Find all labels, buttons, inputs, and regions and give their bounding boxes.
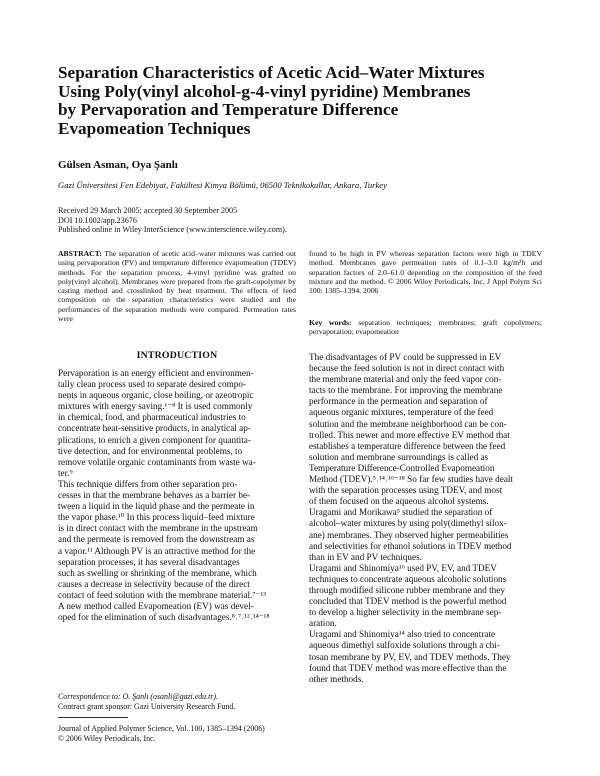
body-text-line: mixtures with energy saving.¹⁻⁸ It is used commonly [58,401,253,412]
body-text-line: than in EV and PV techniques. [309,551,422,562]
body-text-line: establishes a temperature difference between the feed [309,440,506,451]
body-text-line: aqueous organic mixtures, temperature of the feed [309,407,494,418]
article-title [58,64,542,138]
title-line: Using Poly(vinyl alcohol-g-4-vinyl pyridine) Membranes [58,81,471,101]
footnote-rule [58,717,128,718]
body-text-line: and the permeate is removed from the downstream as [58,534,255,545]
keywords-text: separation techniques; membranes; graft copolymers; pervaporation; evapomeation [309,318,543,337]
body-text-line: solution and the membrane neighborhood can be con- [309,418,507,429]
body-text-line: concluded that TDEV method is the powerful method [309,596,507,607]
keywords-label: Key words: [309,318,352,327]
body-text-line: of them focused on the aqueous alcohol systems. [309,496,489,507]
title-line: Evapomeation Techniques [58,118,251,138]
author-affiliation: Gazi Üniversitesi Fen Edebiyat, Fakültesi Kimya Bölümü, 06500 Teknikokullar, Ankara, Turkey [58,180,387,190]
body-left-column [58,368,296,623]
body-text-line: Uragami and Shinomiya¹⁶ used PV, EV, and TDEV [309,562,497,573]
body-text-line: A new method called Evapomeation (EV) was devel- [58,600,254,611]
body-text-line: The disadvantages of PV could be suppressed in EV [309,352,502,362]
footnote-text: Correspondence to: O. Şanlı (osanli@gazi.edu.tr). [58,692,218,701]
abstract-label: ABSTRACT: [58,249,102,258]
published-online: Published online in Wiley InterScience (www.interscience.wiley.com). [58,225,287,234]
body-text-line: alcohol–water mixtures by using poly(dimethyl silox- [309,518,507,529]
body-text-line: tacts to the membrane. For improving the membrane [309,385,503,396]
body-text-line: Pervaporation is an energy efficient and environmen- [58,368,254,378]
body-text-line: in chemical, food, and pharmaceutical industries to [58,412,246,423]
body-text-line: solution and membrane surroundings is called as [309,451,489,462]
article-page [58,0,542,776]
body-text-line: the membrane material and only the feed vapor con- [309,374,502,385]
footnotes [58,692,235,711]
body-text-line: trolled. This newer and more effective EV method that [309,429,510,440]
body-text-line: cesses in that the membrane behaves as a barrier be- [58,490,251,501]
body-text-line: is in direct contact with the membrane in the upstream [58,523,258,534]
body-text-line: other methods. [309,673,364,684]
body-text-line: tosan membrane by PV, EV, and TDEV methods. They [309,651,511,662]
author-list: Gülsen Asman, Oya Şanlı [58,159,178,171]
body-text-line: remove volatile organic contaminants from waste wa- [58,456,256,467]
body-text-line: nents in aqueous organic, close boiling, or azeotropic [58,390,254,401]
body-text-line: performance in the permeation and separation of [309,396,488,407]
copyright-line: © 2006 Wiley Periodicals, Inc. [58,733,156,743]
body-text-line: Temperature Difference-Controlled Evapomeation [309,462,495,473]
abstract-text-part1: The separation of acetic acid–water mixtures was carried out using pervaporation (PV) and temperature difference evapomeation (TDEV) methods. For the separation process, 4-vinyl pyridine was grafted on poly(vinyl alcohol). Membranes were prepared from the graft-copolymer by casting method and crosslinked by heat treatment. The effects of feed composition on the separation characteristics were studied and the performances of the separation methods were compared. Permeation rates were [58,249,296,324]
received-date: Received 29 March 2005; accepted 30 September 2005 [58,206,238,215]
correspondence-footnote [58,692,235,702]
body-text-line: aration. [309,618,337,629]
title-line: by Pervaporation and Temperature Difference [58,100,399,120]
journal-line: Journal of Applied Polymer Science, Vol. 100, 1385–1394 (2006) [58,724,265,733]
abstract-left-column [58,249,296,323]
body-text-line: Uragami and Shinomiya¹⁴ also tried to concentrate [309,629,496,640]
body-text-line: tween a liquid in the liquid phase and the permeate in [58,501,255,512]
body-text-line: ter.⁹ [58,467,73,478]
body-text-line: tally clean process used to separate desired compo- [58,379,247,390]
doi: DOI 10.1002/app.23676 [58,215,137,225]
body-text-line: found that TDEV method was more effective than the [309,662,507,673]
body-text-line: because the feed solution is not in direct contact with [309,363,505,374]
title-line: Separation Characteristics of Acetic Acid–Water Mixtures [58,63,485,82]
body-text-line: causes a decrease in selectivity because of the direct [58,578,250,589]
body-text-line: tive detection, and for environmental problems, to [58,445,243,456]
body-text-line: aqueous dimethyl sulfoxide solutions through a chi- [309,640,500,651]
body-text-line: such as swelling or shrinking of the membrane, which [58,567,257,578]
section-heading-introduction: INTRODUCTION [136,350,218,361]
body-text-line: the vapor phase.¹⁰ In this process liquid–feed mixture [58,512,255,523]
keywords-block [309,318,542,337]
abstract-text-part2: found to be high in PV whereas separation factors were high in TDEV method. Membranes gave permeation rates of 0.1–3.0 kg/m²h and separation factors of 2.0–61.0 depending on the composition of the feed mixture and the method. © 2006 Wiley Periodicals, Inc. J Appl Polym Sci 100: 1385–1394, 2006 [309,249,542,296]
abstract-right-column [309,249,542,295]
body-text-line: with the separation processes using TDEV, and most [309,485,503,496]
body-text-line: This technique differs from other separation pro- [58,478,238,489]
body-text-line: plications, to enrich a given component for quantita- [58,434,251,445]
body-text-line: oped for the elimination of such disadvantages.⁸˒⁷˒¹²˒¹⁴⁻¹⁸ [58,612,270,623]
body-text-line: ane) membranes. They observed higher permeabilities [309,529,509,540]
grant-footnote: Contract grant sponsor: Gazi University Research Fund. [58,701,236,711]
body-text-line: and selectivities for ethanol solutions in TDEV method [309,540,512,551]
body-text-line: a vapor.¹¹ Although PV is an attractive method for the [58,545,256,556]
body-text-line: concentrate heat-sensitive products, in analytical ap- [58,423,251,434]
body-text-line: Method (TDEV).⁵˒¹⁴˒¹⁶⁻¹⁸ So far few studies have dealt [309,474,514,485]
body-text-line: techniques to concentrate aqueous alcoholic solutions [309,573,507,584]
journal-citation [58,724,265,743]
body-text-line: contact of feed solution with the membrane material.⁷⁻¹³ [58,589,266,600]
body-right-column [309,352,542,685]
body-text-line: separation processes, it has several disadvantages [58,556,240,567]
body-text-line: Uragami and Morikawa⁵ studied the separation of [309,507,493,518]
body-text-line: to develop a higher selectivity in the membrane sep- [309,607,502,618]
body-text-line: through modified silicone rubber membrane and they [309,584,505,595]
publication-history [58,206,287,235]
